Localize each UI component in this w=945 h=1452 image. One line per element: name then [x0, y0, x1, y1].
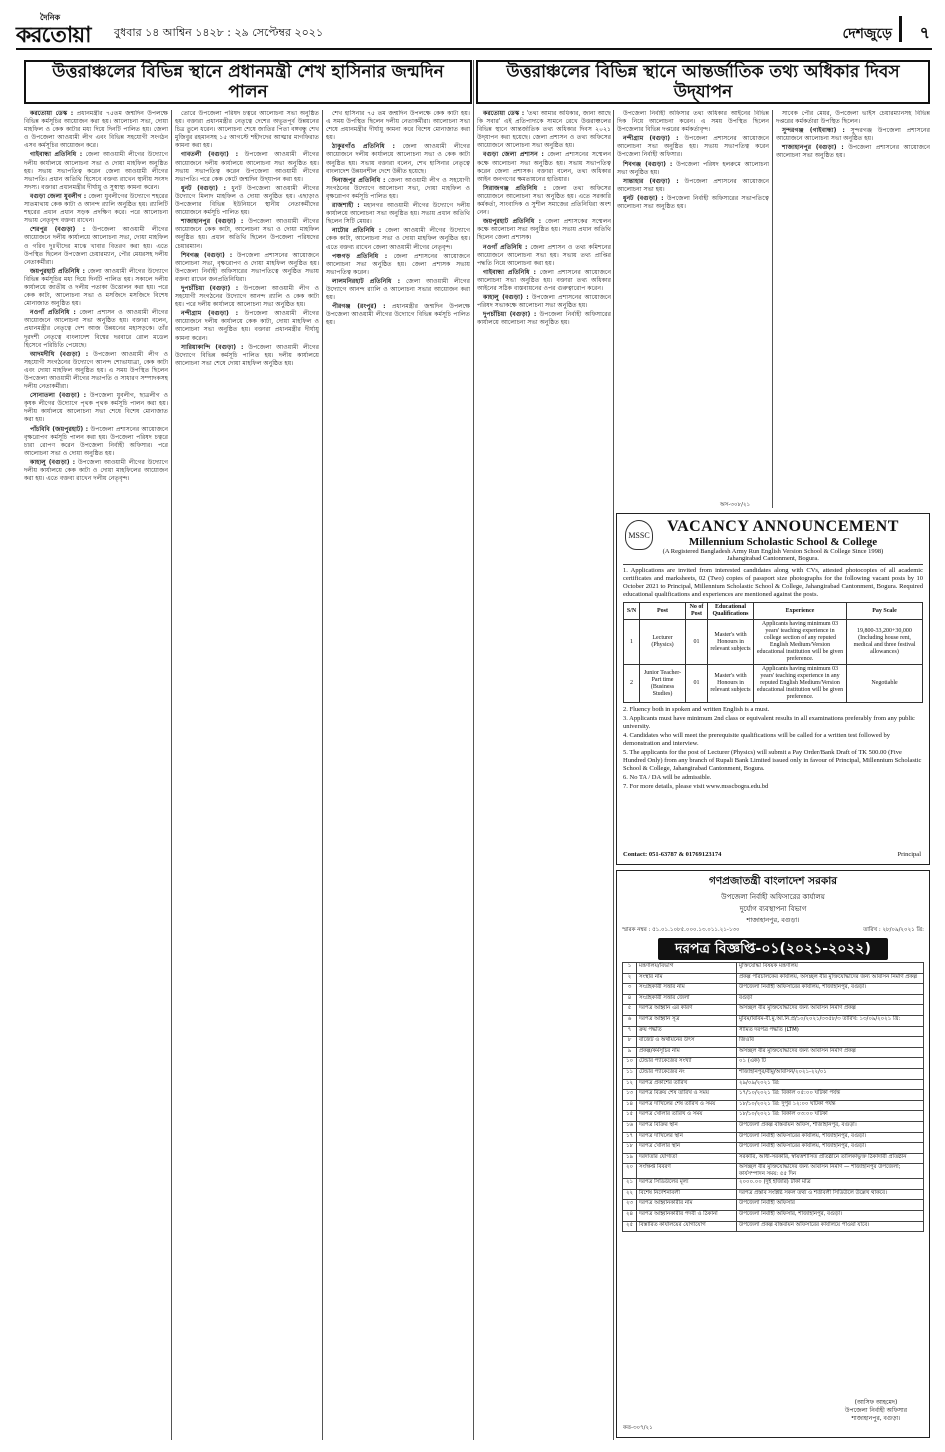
- cell-v: উপজেলা প্রকল্প বাস্তবায়ন অফিসারের কার্যালয়ে পাওয়া যাবে।: [737, 1221, 924, 1232]
- cell-n: ৭: [623, 1026, 637, 1037]
- headline-right: উত্তরাঞ্চলের বিভিন্ন স্থানে আন্তর্জাতিক তথ্য অধিকার দিবস উদ্‌যাপন: [476, 60, 930, 104]
- table-header: S/N: [624, 603, 640, 620]
- article-paragraph: [175, 285, 319, 309]
- article-text: উপজেলা আওয়ামী লীগের আয়োজনে কেক কাটা, আলোচনা সভা ও দোয়া মাহফিল অনুষ্ঠিত হয়। প্রধান অতিথি ছিলেন উপজেলা পরিষদের চেয়ারম্যান।: [175, 218, 319, 250]
- cell-k: দরপত্র প্রকাশের তারিখ: [637, 1079, 737, 1090]
- dateline-label: ধুনট (বগুড়া) :: [623, 194, 664, 202]
- department-name: দুর্যোগ ব্যবস্থাপনা বিভাগ: [739, 905, 807, 913]
- cell-v: উপজেলা নির্বাহী অফিসারের কার্যালয়, শাজাহানপুর, বগুড়া।: [737, 984, 924, 995]
- table-row: [623, 1079, 924, 1090]
- cell-v: উপজেলা নির্বাহী অফিসারের কার্যালয়, শাজাহানপুর, বগুড়া।: [737, 1132, 924, 1143]
- article-paragraph: [776, 110, 930, 126]
- cell-n: ২৩: [623, 1200, 637, 1211]
- divider: [623, 564, 923, 565]
- dateline-label: করতোয়া ডেস্ক :: [30, 110, 74, 117]
- government-name: গণপ্রজাতন্ত্রী বাংলাদেশ সরকার: [708, 875, 838, 887]
- article-text: জেলা প্রশাসন ও তথ্য কমিশনের আয়োজনে আলোচনা সভা হয়। সভায় তথ্য প্রাপ্তির পদ্ধতি নিয়ে আলোচনা করা হয়।: [477, 243, 611, 267]
- cell-n: ১২: [623, 1079, 637, 1090]
- article-text: উপজেলা আওয়ামী লীগের আয়োজনে দলীয় কার্যালয়ে আলোচনা সভা অনুষ্ঠিত হয়। সভায় সভাপতিত্ব করেন উপজেলা আওয়ামী লীগের সভাপতি। পরে কেক কেটে জন্মদিন উদ্‌যাপন করা হয়।: [175, 151, 319, 183]
- table-header: Educational Qualifications: [708, 603, 754, 620]
- article-paragraph: [617, 135, 769, 159]
- cell-k: দরদাতার যোগ্যতা: [637, 1153, 737, 1164]
- dateline-label: পঞ্চগড় প্রতিনিধি :: [332, 252, 388, 260]
- article-text: জেলা আওয়ামী লীগের উদ্যোগে দলীয় কার্যালয়ে আলোচনা সভা ও দোয়া মাহফিল অনুষ্ঠিত হয়। সভায় সভাপতিত্ব করেন জেলা আওয়ামী লীগের সভাপতি। প্রধান অতিথি হিসেবে বক্তব্য রাখেন স্থানীয় সংসদ সদস্য। বক্তারা প্রধানমন্ত্রীর দীর্ঘায়ু ও সুস্বাস্থ্য কামনা করেন।: [24, 151, 168, 191]
- article-paragraph: [24, 193, 168, 225]
- dateline: বুধবার ১৪ আশ্বিন ১৪২৮ : ২৯ সেপ্টেম্বর ২০২১: [114, 26, 324, 39]
- table-row: [623, 1179, 924, 1190]
- dateline-label: শাজাহানপুর (বগুড়া) :: [782, 144, 844, 152]
- page-divider: [899, 16, 902, 42]
- logo-title: করতোয়া: [16, 22, 91, 48]
- cell-n: ৯: [623, 1047, 637, 1058]
- article-text: উপজেলা প্রশাসনের আয়োজনে বৃক্ষরোপণ কর্মসূচি পালন করা হয়। উপজেলা পরিষদ চত্বরে চারা রোপণ করেন উপজেলা নির্বাহী অফিসার। পরে আলোচনা সভা ও দোয়া অনুষ্ঠিত হয়।: [24, 425, 168, 457]
- table-row: [623, 994, 924, 1005]
- cell-n: ১৩: [623, 1090, 637, 1101]
- article-column: [776, 110, 930, 508]
- article-paragraph: [24, 392, 168, 424]
- table-row: [623, 1211, 924, 1222]
- dateline-label: কাহালু (বগুড়া) :: [483, 294, 529, 302]
- dateline-label: পীরগঞ্জ (রংপুর) :: [332, 303, 386, 311]
- list-item: 7. For more details, please visit www.msscbogra.edu.bd: [623, 783, 769, 790]
- cell-v: ২০০০.০০ (দুই হাজার) টাকা মাত্র: [737, 1179, 924, 1190]
- signatory-place: শাজাহানপুর, বগুড়া।: [851, 1415, 901, 1422]
- dateline-label: শাজাহানপুর (বগুড়া) :: [181, 218, 244, 226]
- dateline-label: ধুনট (বগুড়া) :: [181, 184, 226, 192]
- memo-date: তারিখ : ২৮/০৯/২০২১ খ্রি:: [863, 927, 924, 933]
- article-paragraph: [617, 195, 769, 211]
- cell-num: 01: [686, 665, 708, 703]
- cell-k: প্রকল্প/কর্মসূচির নাম: [637, 1047, 737, 1058]
- cell-v: ১৮/১০/২০২১ খ্রি: দুপুর ১২:০০ ঘটিকা পর্যন্ত: [737, 1100, 924, 1111]
- cell-k: বাজেট ও অর্থায়নের উৎস: [637, 1037, 737, 1048]
- cell-n: ৪: [623, 994, 637, 1005]
- article-paragraph: [175, 185, 319, 217]
- dateline-label: পাঁচবিবি (জয়পুরহাট) :: [30, 425, 89, 433]
- table-row: [624, 665, 923, 703]
- tender-title: দরপত্র বিজ্ঞপ্তি-০১(২০২১-২০২২): [658, 938, 888, 960]
- cell-k: দরপত্র আহ্বানকারীর নাম: [637, 1200, 737, 1211]
- table-header: Post: [640, 603, 686, 620]
- logo-prefix: দৈনিক: [40, 13, 61, 22]
- article-text: উপজেলা প্রশাসনের আয়োজনে আলোচনা সভা অনুষ্ঠিত হয়।: [776, 144, 930, 160]
- cell-v: উপজেলা নির্বাহী অফিসারের কার্যালয়, শাজাহানপুর, বগুড়া।: [737, 1143, 924, 1154]
- dateline-label: বগুড়া জেলা প্রশাসন :: [483, 151, 544, 159]
- cell-n: ১৯: [623, 1153, 637, 1164]
- article-text: সাবেক পৌর মেয়র, উপজেলা ভাইস চেয়ারম্যানসহ বিভিন্ন দপ্তরের কর্মকর্তারা উপস্থিত ছিলেন।: [776, 110, 930, 126]
- article-paragraph: [617, 178, 769, 194]
- article-paragraph: [477, 311, 611, 327]
- school-campus: Jahangirabad Cantonment, Bogura.: [727, 555, 819, 562]
- cell-v: মুবিম/বিবিম-বী.মু.আ.নি.প্র/১০/২০২১/৩৩৫৮/৩ তারিখ: ১৩/০৯/২০২১ খ্রি:: [737, 1015, 924, 1026]
- list-item: 2. Fluency both in spoken and written English is a must.: [623, 706, 770, 713]
- dateline-label: গাবতলী (বগুড়া) :: [181, 151, 239, 159]
- cell-k: মন্ত্রণালয়/বিভাগ: [637, 963, 737, 974]
- school-crest-icon: MSSC: [625, 520, 653, 550]
- list-item: 3. Applicants must have minimum 2nd class or equivalent results in all examinations preferably from any public university.: [623, 715, 915, 730]
- tender-table: [622, 962, 924, 1232]
- cell-n: ৬: [623, 1015, 637, 1026]
- article-text: সুন্দরগঞ্জ উপজেলা প্রশাসনের আয়োজনে আলোচনা সভা অনুষ্ঠিত হয়।: [776, 127, 930, 143]
- dateline-label: লালমনিরহাট প্রতিনিধি :: [332, 277, 401, 285]
- dateline-label: ঠাকুরগাঁও প্রতিনিধি :: [332, 143, 395, 151]
- article-text: জেলা প্রশাসকের সম্মেলন কক্ষে আলোচনা সভা অনুষ্ঠিত হয়। সভায় প্রধান অতিথি ছিলেন জেলা প্রশাসক।: [477, 218, 611, 242]
- column-rule: [171, 110, 172, 1440]
- list-item: 5. The applicants for the post of Lecturer (Physics) will submit a Pay Order/Bank Draft of TK 500.00 (Five Hundred Only) from any branch of Rupali Bank Limited issued only in favour of Principal, Millennium Scholastic School & College, Jahangirabad Cantonment, Bogura.: [623, 749, 922, 772]
- school-name: Millennium Scholastic School & College: [688, 536, 878, 548]
- cell-sn: 2: [624, 665, 640, 703]
- table-row: [623, 1100, 924, 1111]
- article-text: শেখ হাসিনার ৭৫ তম জন্মদিন উপলক্ষে কেক কাটা হয়। এ সময় উপস্থিত ছিলেন দলীয় নেতাকর্মীরা। আলোচনা সভা শেষে প্রধানমন্ত্রীর দীর্ঘায়ু কামনা করে বিশেষ মোনাজাত করা হয়।: [326, 110, 470, 142]
- article-text: উপজেলা প্রশাসনের আয়োজনে আলোচনা সভা অনুষ্ঠিত হয়। সভায় সভাপতিত্ব করেন উপজেলা নির্বাহী অফিসার।: [617, 135, 769, 159]
- dateline-label: শেরপুর (বগুড়া) :: [30, 226, 86, 234]
- office-name: উপজেলা নির্বাহী অফিসারের কার্যালয়: [721, 893, 825, 901]
- cell-v: ১৮/১০/২০২১ খ্রি: বিকাল ০৩:০০ ঘটিকা: [737, 1111, 924, 1122]
- table-row: [623, 1068, 924, 1079]
- list-item: 4. Candidates who will meet the prerequisite qualifications will be called for a written test followed by demonstration and interview.: [623, 732, 890, 747]
- dateline-label: বগুড়া জেলা যুবলীগ :: [30, 192, 87, 200]
- article-text: উপজেলা নির্বাহী অফিসার তথ্য অধিকার আইনের বিভিন্ন দিক নিয়ে আলোচনা করেন। এ সময় উপস্থিত ছিলেন উপজেলার বিভিন্ন দপ্তরের কর্মকর্তাবৃন্দ।: [617, 110, 769, 134]
- article-text: জেলা যুবলীগের উদ্যোগে শহরের সাতমাথায় কেক কাটা ও আনন্দ র‌্যালি অনুষ্ঠিত হয়। র‌্যালিটি শহরের প্রধান প্রধান সড়ক প্রদক্ষিণ করে। পরে আলোচনা সভায় নেতৃবৃন্দ বক্তব্য রাখেন।: [24, 192, 168, 225]
- article-paragraph: [24, 351, 168, 391]
- cell-n: ১৭: [623, 1132, 637, 1143]
- cell-k: বিস্তারিত কার্যালয়ের যোগাযোগ: [637, 1221, 737, 1232]
- article-text: ধুনট উপজেলা আওয়ামী লীগের উদ্যোগে মিলাদ মাহফিল ও দোয়া অনুষ্ঠিত হয়। এছাড়াও উপজেলার বিভিন্ন ইউনিয়নে স্থানীয় নেতাকর্মীদের আয়োজনে কর্মসূচি পালিত হয়।: [175, 184, 319, 217]
- cell-k: দরপত্র বিক্রয় শেষ তারিখ ও সময়: [637, 1090, 737, 1101]
- cell-v: সরকারি, আধা-সরকারি, স্বায়ত্তশাসিত প্রতিষ্ঠানে তালিকাভুক্ত ঠিকাদারী প্রতিষ্ঠান: [737, 1153, 924, 1164]
- article-text: জেলা আওয়ামী লীগের উদ্যোগে বিভিন্ন কর্মসূচির মধ্য দিয়ে দিনটি পালিত হয়। সকালে দলীয় কার্যালয়ে জাতীয় ও দলীয় পতাকা উত্তোলন করা হয়। পরে কেক কাটা, আলোচনা সভা ও মসজিদে মসজিদে বিশেষ মোনাজাত অনুষ্ঠিত হয়।: [24, 267, 168, 308]
- article-paragraph: [24, 151, 168, 191]
- table-row: [624, 620, 923, 665]
- cell-k: বিশেষ নির্দেশনাবলী: [637, 1189, 737, 1200]
- cell-k: দরপত্র দাখিলের স্থান: [637, 1132, 737, 1143]
- article-text: উপজেলা প্রশাসনের আয়োজনে আলোচনা সভা, বৃক্ষরোপণ ও দোয়া মাহফিল অনুষ্ঠিত হয়। উপজেলা নির্বাহী অফিসারের সভাপতিত্বে অনুষ্ঠিত সভায় বক্তব্য রাখেন জনপ্রতিনিধিরা।: [175, 251, 319, 283]
- cell-v: জিওবি: [737, 1037, 924, 1048]
- list-item: 6. No TA / DA will be admissible.: [623, 774, 712, 781]
- article-paragraph: [477, 218, 611, 242]
- article-paragraph: [24, 268, 168, 308]
- tender-notice: [616, 870, 930, 1438]
- cell-k: টেন্ডার প্যাকেজের নং: [637, 1068, 737, 1079]
- article-text: উপজেলা যুবলীগ, ছাত্রলীগ ও কৃষক লীগের উদ্যোগে পৃথক পৃথক কর্মসূচি পালন করা হয়। দলীয় কার্যালয়ে আলোচনা সভা শেষে বিশেষ মোনাজাত করা হয়।: [24, 392, 168, 424]
- dateline-label: শিবগঞ্জ (বগুড়া) :: [623, 160, 673, 168]
- dateline-label: গাইবান্ধা প্রতিনিধি :: [483, 268, 536, 276]
- cell-v: উপজেলা প্রকল্প বাস্তবায়ন অফিস, শাজাহানপুর, বগুড়া।: [737, 1121, 924, 1132]
- article-text: জেলা আওয়ামী লীগের উদ্যোগে আনন্দ র‌্যালি ও আলোচনা সভার আয়োজন করা হয়।: [326, 277, 470, 302]
- cell-k: দরপত্র দাখিলের শেষ তারিখ ও সময়: [637, 1100, 737, 1111]
- cell-n: ১৮: [623, 1143, 637, 1154]
- cell-v: অসচ্ছল বীর মুক্তিযোদ্ধাদের জন্য আবাসন নির্মাণ প্রকল্প: [737, 1047, 924, 1058]
- article-column: [617, 110, 769, 508]
- table-row: [623, 1221, 924, 1232]
- article-text: উপজেলা আওয়ামী লীগের আয়োজনে দলীয় কার্যালয়ে আলোচনা সভা, দোয়া মাহফিল ও গরিব দুঃখীদের মাঝে খাবার বিতরণ করা হয়। এতে উপস্থিত ছিলেন উপজেলা চেয়ারম্যান, পৌর মেয়রসহ দলীয় নেতাকর্মীরা।: [24, 226, 168, 266]
- table-row: [623, 1143, 924, 1154]
- table-row: [623, 1121, 924, 1132]
- cell-v: বগুড়া: [737, 994, 924, 1005]
- column-rule: [772, 110, 773, 508]
- table-row: [623, 1005, 924, 1016]
- header-rule: [16, 48, 932, 50]
- dateline-label: সান্তাহার (বগুড়া) :: [623, 177, 679, 185]
- cell-n: ২০: [623, 1164, 637, 1179]
- masthead: [16, 14, 932, 46]
- dateline-label: নওগাঁ প্রতিনিধি :: [30, 309, 76, 317]
- article-column: [326, 110, 470, 1440]
- cell-v: অসচ্ছল বীর মুক্তিযোদ্ধাদের জন্য আবাসন নির্মাণ — শাজাহানপুর উপজেলা; কার্যসম্পাদন সময়: ৫৫ দিন: [737, 1164, 924, 1179]
- newspaper-logo: [16, 13, 106, 48]
- cell-n: ১৬: [623, 1121, 637, 1132]
- vacancy-points: [623, 706, 923, 791]
- cell-v: প্রকল্প পরিচালকের কার্যালয়, অসচ্ছল বীর মুক্তিযোদ্ধাদের জন্য আবাসন নির্মাণ প্রকল্প: [737, 973, 924, 984]
- article-text: জেলা প্রশাসনের সম্মেলন কক্ষে আলোচনা সভা অনুষ্ঠিত হয়। সভায় সভাপতিত্ব করেন জেলা প্রশাসক। বক্তারা বলেন, তথ্য অধিকার আইন জনগণের ক্ষমতায়নের হাতিয়ার।: [477, 151, 611, 183]
- article-text: জেলা প্রশাসনের আয়োজনে আলোচনা সভা অনুষ্ঠিত হয়। জেলা প্রশাসক সভায় সভাপতিত্ব করেন।: [326, 252, 470, 276]
- signatory-title: উপজেলা নির্বাহী অফিসার: [844, 1407, 907, 1414]
- article-paragraph: [617, 110, 769, 134]
- article-text: জেলা প্রশাসন ও আওয়ামী লীগের আয়োজনে আলোচনা সভা অনুষ্ঠিত হয়। বক্তারা বলেন, প্রধানমন্ত্রীর নেতৃত্বে দেশ আজ উন্নয়নের মহাসড়কে। তাঁর দূরদর্শী নেতৃত্বে বাংলাদেশ বিশ্বের দরবারে রোল মডেল হিসেবে পরিচিতি পেয়েছে।: [24, 309, 168, 349]
- signature-block: [845, 1399, 907, 1423]
- article-paragraph: [326, 253, 470, 277]
- article-paragraph: [175, 110, 319, 150]
- article-paragraph: [326, 278, 470, 302]
- table-row: [623, 1153, 924, 1164]
- vacancy-intro: 1. Applications are invited from interested candidates along with CVs, attested photocopies of all academic certificates and marksheets, 02 (Two) copies of passport size photographs for the following vacant posts by 10 October 2021 to Principal, Millennium Scholastic School & College, Jahangirabad Cantonment, Bogura. Required educational qualifications and experiences are mentioned against the posts.: [623, 567, 923, 598]
- article-text: উপজেলা প্রশাসনের আয়োজনে আলোচনা সভা হয়।: [617, 177, 769, 193]
- article-paragraph: [24, 459, 168, 483]
- cell-n: ২২: [623, 1189, 637, 1200]
- article-paragraph: [326, 143, 470, 175]
- cell-n: ৫: [623, 1005, 637, 1016]
- table-header: No of Post: [686, 603, 708, 620]
- article-text: উপজেলা আওয়ামী লীগের আয়োজনে দলীয় কার্যালয়ে কেক কাটা, দোয়া মাহফিল ও আলোচনা সভা অনুষ্ঠিত হয়। বক্তারা প্রধানমন্ত্রীর দীর্ঘায়ু কামনা করেন।: [175, 310, 319, 342]
- section-name: দেশজুড়ে: [842, 26, 892, 42]
- article-text: উপজেলা নির্বাহী অফিসারের সভাপতিত্বে আলোচনা সভা অনুষ্ঠিত হয়।: [617, 194, 769, 211]
- table-row: [623, 1111, 924, 1122]
- article-text: তোরে উপজেলা পরিষদ চত্বরে আলোচনা সভা অনুষ্ঠিত হয়। বক্তারা প্রধানমন্ত্রীর নেতৃত্বে দেশের অভূতপূর্ব উন্নয়নের চিত্র তুলে ধরেন। আলোচনা শেষে জাতির পিতা বঙ্গবন্ধু শেখ মুজিবুর রহমানসহ ১৫ আগস্টে শহীদদের আত্মার মাগফিরাত কামনা করা হয়।: [175, 110, 319, 150]
- vacancy-title: VACANCY ANNOUNCEMENT: [667, 518, 899, 535]
- article-paragraph: [326, 202, 470, 226]
- cell-k: দরপত্র আহ্বানকারীর পদবী ও ঠিকানা: [637, 1211, 737, 1222]
- cell-k: সংস্থার নাম: [637, 973, 737, 984]
- table-row: [623, 1132, 924, 1143]
- cell-k: সংক্ষিপ্ত বিবরণ: [637, 1164, 737, 1179]
- signatory-name: (আসিফ আহমেদ): [854, 1399, 898, 1406]
- article-column: [477, 110, 611, 1440]
- cell-num: 01: [686, 620, 708, 665]
- article-paragraph: [477, 185, 611, 217]
- article-text: প্রধানমন্ত্রীর জন্মদিন উপলক্ষে উপজেলা আওয়ামী লীগের উদ্যোগে বিভিন্ন কর্মসূচি পালিত হয়।: [326, 303, 470, 327]
- article-text: জেলা আওয়ামী লীগ ও সহযোগী সংগঠনের উদ্যোগে আলোচনা সভা, দোয়া মাহফিল ও বৃক্ষরোপণ কর্মসূচি পালিত হয়।: [326, 176, 470, 200]
- table-row: [623, 1189, 924, 1200]
- article-text: মহানগর আওয়ামী লীগের উদ্যোগে দলীয় কার্যালয়ে আলোচনা সভা অনুষ্ঠিত হয়। সভায় প্রধান অতিথি ছিলেন সিটি মেয়র।: [326, 202, 470, 226]
- cell-n: ১০: [623, 1058, 637, 1069]
- cell-qual: Master's with Honours in relevant subjects: [708, 665, 754, 703]
- table-row: [623, 1058, 924, 1069]
- article-text: উপজেলা আওয়ামী লীগের উদ্যোগে দলীয় কার্যালয়ে কেক কাটা ও দোয়া মাহফিলের আয়োজন করা হয়। এতে বক্তব্য রাখেন দলীয় নেতৃবৃন্দ।: [24, 458, 168, 483]
- article-paragraph: [175, 151, 319, 183]
- dateline-label: নাটোর প্রতিনিধি :: [332, 227, 382, 235]
- dateline-label: নওগাঁ প্রতিনিধি :: [483, 243, 528, 251]
- dateline-label: আদমদীঘি (বগুড়া) :: [30, 350, 89, 358]
- article-text: 'তথ্য আমার অধিকার, জানা আছে কি সবার' এই প্রতিপাদ্যকে সামনে রেখে উত্তরাঞ্চলের বিভিন্ন স্থানে আন্তর্জাতিক তথ্য অধিকার দিবস ২০২১ উদ্‌যাপন করা হয়েছে। জেলা প্রশাসন ও তথ্য অফিসের আয়োজনে আলোচনা সভা অনুষ্ঠিত হয়।: [477, 110, 611, 150]
- table-row: [623, 1090, 924, 1101]
- article-paragraph: [477, 151, 611, 183]
- page-number: ৭: [919, 23, 930, 42]
- table-row: [623, 973, 924, 984]
- cell-k: টেন্ডার প্যাকেজের সংখ্যা: [637, 1058, 737, 1069]
- cell-v: অসচ্ছল বীর মুক্তিযোদ্ধাদের জন্য আবাসন নির্মাণ প্রকল্প: [737, 1005, 924, 1016]
- dateline-label: করতোয়া ডেস্ক :: [483, 110, 525, 117]
- dateline-label: সিরাজগঞ্জ প্রতিনিধি :: [483, 184, 547, 192]
- article-paragraph: [24, 309, 168, 349]
- school-registration: (A Registered Bangladesh Army Run English Version School & College Since 1998): [662, 548, 884, 555]
- table-header: Pay Scale: [847, 603, 923, 620]
- article-paragraph: [175, 344, 319, 368]
- table-row: [623, 1164, 924, 1179]
- dateline-label: দিনাজপুর প্রতিনিধি :: [332, 176, 386, 184]
- article-paragraph: [477, 294, 611, 310]
- article-text: প্রধানমন্ত্রীর ৭৫তম জন্মদিন উপলক্ষে বিভিন্ন কর্মসূচির আয়োজন করা হয়। আলোচনা সভা, দোয়া মাহফিল ও কেক কাটার মধ্য দিয়ে দিনটি পালিত হয়। জেলা ও উপজেলা আওয়ামী লীগ এবং বিভিন্ন সহযোগী সংগঠন এসব কর্মসূচির আয়োজন করে।: [24, 110, 168, 150]
- cell-n: ২৪: [623, 1211, 637, 1222]
- article-column: [175, 110, 319, 1440]
- cell-pay: 19,800-33,200+30,000 (Including house rent, medical and three festival allowances): [847, 620, 923, 665]
- cell-k: দরপত্র আহ্বান সূত্র: [637, 1015, 737, 1026]
- cell-n: ২১: [623, 1179, 637, 1190]
- vacancy-table: [623, 602, 923, 703]
- dateline-label: জয়পুরহাট প্রতিনিধি :: [30, 267, 85, 275]
- cell-k: দরপত্র বিক্রির স্থান: [637, 1121, 737, 1132]
- article-paragraph: [24, 226, 168, 266]
- dateline-label: সারিয়াকান্দি (বগুড়া) :: [181, 343, 244, 351]
- article-text: উপজেলা প্রশাসনের আয়োজনে পরিষদ সভাকক্ষে আলোচনা সভা অনুষ্ঠিত হয়।: [477, 294, 611, 310]
- cell-v: মুক্তিযোদ্ধা বিষয়ক মন্ত্রণালয়: [737, 963, 924, 974]
- office-location: শাজাহানপুর, বগুড়া।: [746, 916, 800, 924]
- cell-n: ১৪: [623, 1100, 637, 1111]
- table-header-row: [624, 603, 923, 620]
- cell-v: উপজেলা নির্বাহী অফিসার, শাজাহানপুর, বগুড়া।: [737, 1211, 924, 1222]
- cell-post: Junior Teacher-Part time (Business Studies): [640, 665, 686, 703]
- article-paragraph: [477, 244, 611, 268]
- dateline-label: নন্দীগ্রাম (বগুড়া) :: [623, 135, 679, 143]
- cell-v: শাজাহানপুর/বীমু/আবাসন/২০২১-২২/০১: [737, 1068, 924, 1079]
- article-paragraph: [477, 269, 611, 293]
- cell-v: ০১ (এক) টি: [737, 1058, 924, 1069]
- cell-k: দরপত্র সিডিউলের মূল্য: [637, 1179, 737, 1190]
- article-paragraph: [477, 110, 611, 150]
- article-paragraph: [175, 310, 319, 342]
- cell-n: ৩: [623, 984, 637, 995]
- cell-n: ৮: [623, 1037, 637, 1048]
- headline-left: উত্তরাঞ্চলের বিভিন্ন স্থানে প্রধানমন্ত্রী শেখ হাসিনার জন্মদিন পালন: [24, 60, 472, 104]
- dateline-label: শিবগঞ্জ (বগুড়া) :: [181, 251, 233, 259]
- cell-qual: Master's with Honours in relevant subjects: [708, 620, 754, 665]
- article-text: জেলা তথ্য অফিসের আয়োজনে আলোচনা সভা অনুষ্ঠিত হয়। এতে সরকারি কর্মকর্তা, সাংবাদিক ও সুশীল সমাজের প্রতিনিধিরা অংশ নেন।: [477, 184, 611, 217]
- cell-n: ২: [623, 973, 637, 984]
- cell-pay: Negotiable: [847, 665, 923, 703]
- table-row: [623, 1200, 924, 1211]
- memo-line: [622, 927, 924, 935]
- article-paragraph: [326, 110, 470, 142]
- cell-k: সংগ্রহকারী সত্তার জেলা: [637, 994, 737, 1005]
- cell-sn: 1: [624, 620, 640, 665]
- cell-exp: Applicants having minimum 03 years' teaching experience in any reputed English Medium/Version educational institution will be given preference.: [754, 665, 847, 703]
- article-paragraph: [326, 227, 470, 251]
- table-row: [623, 963, 924, 974]
- article-paragraph: [175, 218, 319, 250]
- dateline-label: দুপচাঁচিয়া (বগুড়া) :: [181, 284, 239, 292]
- table-row: [623, 1026, 924, 1037]
- table-row: [623, 984, 924, 995]
- dateline-label: গাইবান্ধা প্রতিনিধি :: [30, 151, 83, 159]
- article-paragraph: [326, 303, 470, 327]
- dateline-label: নন্দীগ্রাম (বগুড়া) :: [181, 310, 239, 318]
- cell-post: Lecturer (Physics): [640, 620, 686, 665]
- article-text: জেলা আওয়ামী লীগের উদ্যোগে কেক কাটা, আলোচনা সভা ও দোয়া মাহফিল অনুষ্ঠিত হয়। এতে বক্তব্য রাখেন জেলা আওয়ামী লীগের নেতৃবৃন্দ।: [326, 227, 470, 251]
- article-paragraph: [175, 252, 319, 284]
- article-paragraph: [24, 426, 168, 458]
- dateline-label: সুন্দরগঞ্জ (গাইবান্ধা) :: [782, 127, 845, 135]
- article-text: জেলা আওয়ামী লীগের আয়োজনে দলীয় কার্যালয়ে আলোচনা সভা ও কেক কাটা অনুষ্ঠিত হয়। সভায় বক্তারা বলেন, শেখ হাসিনার নেতৃত্বে বাংলাদেশ উন্নয়নশীল দেশে উন্নীত হয়েছে।: [326, 143, 470, 175]
- cell-n: ২৫: [623, 1221, 637, 1232]
- cell-n: ১৫: [623, 1111, 637, 1122]
- vacancy-advertisement: [616, 513, 930, 865]
- cell-k: ক্রয় পদ্ধতি: [637, 1026, 737, 1037]
- vacancy-contact: Contact: 051-63787 & 01769123174: [623, 851, 722, 858]
- cell-v: ১৭/১০/২০২১ খ্রি: বিকাল ০৫:০০ ঘটিকা পর্যন্ত: [737, 1090, 924, 1101]
- cell-k: সংগ্রহকারী সত্তার নাম: [637, 984, 737, 995]
- dateline-label: কাহালু (বগুড়া) :: [30, 458, 76, 466]
- ad-code: কত-৩০৭/২১: [623, 1425, 653, 1431]
- dateline-label: দুপচাঁচিয়া (বগুড়া) :: [483, 311, 537, 319]
- cell-n: ১: [623, 963, 637, 974]
- table-row: [623, 1037, 924, 1048]
- article-paragraph: [24, 110, 168, 150]
- cell-k: দরপত্র খোলার স্থান: [637, 1143, 737, 1154]
- dateline-label: রাজশাহী :: [332, 202, 360, 210]
- cell-v: সীমিত দরপত্র পদ্ধতি (LTM): [737, 1026, 924, 1037]
- memo-number: স্মারক নম্বর : ৫১.০১.১০৮৫.০০০.১৩.০১১.২১-১৩০: [622, 927, 740, 933]
- column-rule: [613, 110, 614, 1440]
- article-text: জেলা প্রশাসনের আয়োজনে আলোচনা সভা অনুষ্ঠিত হয়। বক্তারা তথ্য অধিকার আইনের সঠিক বাস্তবায়নের ওপর গুরুত্বারোপ করেন।: [477, 268, 611, 292]
- column-rule: [473, 60, 474, 1440]
- table-row: [623, 1015, 924, 1026]
- cell-k: দরপত্র আহ্বান এর কারণ: [637, 1005, 737, 1016]
- article-text: উপজেলা আওয়ামী লীগ ও সহযোগী সংগঠনের উদ্যোগে আনন্দ র‌্যালি ও কেক কাটা হয়। পরে দলীয় কার্যালয়ে আলোচনা সভা অনুষ্ঠিত হয়।: [175, 284, 319, 309]
- article-text: উপজেলা পরিষদ হলরুমে আলোচনা সভা অনুষ্ঠিত হয়।: [617, 160, 769, 176]
- vacancy-signatory: Principal: [897, 851, 921, 858]
- article-text: উপজেলা আওয়ামী লীগের উদ্যোগে বিভিন্ন কর্মসূচি পালিত হয়। দলীয় কার্যালয়ে আলোচনা সভা শেষে দোয়া মাহফিল অনুষ্ঠিত হয়।: [175, 343, 319, 367]
- article-paragraph: [776, 127, 930, 143]
- cell-v: উপজেলা নির্বাহী অফিসার: [737, 1200, 924, 1211]
- table-row: [623, 1047, 924, 1058]
- article-paragraph: [326, 177, 470, 201]
- dateline-label: জয়পুরহাট প্রতিনিধি :: [483, 218, 542, 226]
- ad-code: অস-৩০৮/২১: [720, 502, 751, 508]
- article-column: [24, 110, 168, 1440]
- cell-v: ২৯/০৯/২০২১ খ্রি:: [737, 1079, 924, 1090]
- cell-v: দরপত্র প্রস্তাব সংশ্লিষ্ট সকল তথ্য ও শর্তাবলী সিডিউলে উল্লেখ থাকবে।: [737, 1189, 924, 1200]
- cell-exp: Applicants having minimum 03 years' teaching experience in college section of any reputed English Medium/Version educational institution will be given preference.: [754, 620, 847, 665]
- article-paragraph: [617, 161, 769, 177]
- cell-n: ১১: [623, 1068, 637, 1079]
- table-header: Experience: [754, 603, 847, 620]
- article-paragraph: [776, 144, 930, 160]
- cell-k: দরপত্র খোলার তারিখ ও সময়: [637, 1111, 737, 1122]
- dateline-label: সোনাতলা (বগুড়া) :: [30, 392, 87, 400]
- article-text: উপজেলা আওয়ামী লীগ ও সহযোগী সংগঠনের উদ্যোগে আনন্দ শোভাযাত্রা, কেক কাটা এবং দোয়া মাহফিল অনুষ্ঠিত হয়। এ সময় উপস্থিত ছিলেন উপজেলা আওয়ামী লীগের সভাপতি ও সাধারণ সম্পাদকসহ দলীয় নেতাকর্মীরা।: [24, 350, 168, 391]
- column-rule: [322, 110, 323, 1440]
- article-text: উপজেলা নির্বাহী অফিসারের কার্যালয়ে আলোচনা সভা অনুষ্ঠিত হয়।: [477, 311, 611, 327]
